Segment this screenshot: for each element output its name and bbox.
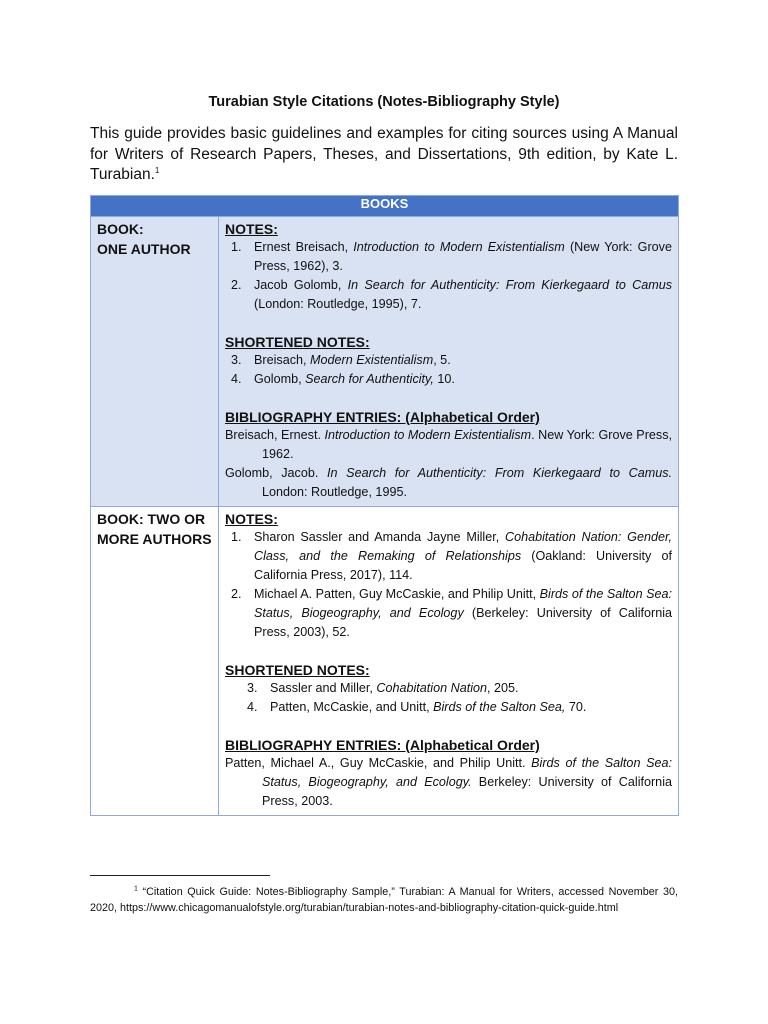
note-publication: (Oakland: University of California Press, 2017), 114. — [254, 549, 672, 582]
footnote — [90, 884, 678, 916]
bib-publication: Berkeley: University of California Press, 2003. — [262, 775, 672, 808]
bib-author: Breisach, Ernest. — [225, 428, 325, 442]
bib-author: Patten, Michael A., Guy McCaskie, and Philip Unitt. — [225, 756, 532, 770]
footnote-reference[interactable]: 1 — [154, 165, 160, 175]
bibliography-entry — [225, 426, 672, 464]
bib-title: In Search for Authenticity: From Kierkegaard to Camus. — [327, 466, 672, 480]
note-publication: , 5. — [433, 353, 451, 367]
bib-title: Birds of the Salton Sea: Status, Biogeography, and Ecology. — [262, 756, 672, 789]
table-header-books: BOOKS — [91, 196, 679, 217]
note-title: Introduction to Modern Existentialism — [353, 240, 565, 254]
note-text: Sharon Sassler and Amanda Jayne Miller, — [254, 530, 505, 544]
notes-heading: NOTES: — [225, 221, 278, 237]
bib-publication: London: Routledge, 1995. — [262, 485, 407, 499]
note-text: Ernest Breisach, — [254, 240, 354, 254]
note-publication: 10. — [433, 372, 455, 386]
notes-heading: NOTES: — [225, 511, 278, 527]
note-text: Golomb, — [254, 372, 306, 386]
notes-list — [225, 528, 672, 642]
note-item — [225, 238, 672, 276]
page-title: Turabian Style Citations (Notes-Bibliography Style) — [208, 94, 560, 110]
note-publication: (New York: Grove Press, 1962), 3. — [254, 240, 672, 273]
note-publication: (London: Routledge, 1995), 7. — [254, 297, 422, 311]
shortened-notes-heading: SHORTENED NOTES: — [225, 662, 370, 678]
note-text: Michael A. Patten, Guy McCaskie, and Philip Unitt, — [254, 587, 540, 601]
note-item — [225, 679, 672, 698]
footnote-separator — [90, 875, 270, 876]
note-publication: , 205. — [487, 681, 519, 695]
note-number: 3. — [247, 681, 258, 695]
note-title: Modern Existentialism — [310, 353, 434, 367]
bib-title: Introduction to Modern Existentialism — [324, 428, 532, 442]
note-item — [225, 351, 672, 370]
bib-publication: . New York: Grove Press, 1962. — [262, 428, 672, 461]
note-number: 2. — [231, 278, 242, 292]
shortened-notes-heading: SHORTENED NOTES: — [225, 334, 370, 350]
row-label-line: BOOK: — [97, 221, 144, 237]
note-publication: 70. — [565, 700, 587, 714]
note-number: 1. — [231, 530, 242, 544]
note-number: 1. — [231, 240, 242, 254]
row-label — [91, 217, 219, 507]
notes-list — [225, 238, 672, 314]
table-row-two-or-more-authors — [91, 507, 679, 816]
row-label-line: ONE AUTHOR — [97, 240, 191, 257]
table-row-one-author — [91, 217, 679, 507]
note-number: 4. — [231, 372, 242, 386]
note-title: Birds of the Salton Sea: Status, Biogeography, and Ecology — [254, 587, 672, 620]
note-item — [225, 528, 672, 585]
note-number: 3. — [231, 353, 242, 367]
note-title: Cohabitation Nation: Gender, Class, and the Remaking of Relationships — [254, 530, 672, 563]
row-label-line: BOOK: TWO OR MORE AUTHORS — [97, 511, 212, 547]
shortened-notes-list — [225, 679, 672, 717]
note-number: 4. — [247, 700, 258, 714]
row-label — [91, 507, 219, 816]
note-title: Cohabitation Nation — [376, 681, 488, 695]
bibliography-entry — [225, 464, 672, 502]
row-content — [219, 507, 679, 816]
note-number: 2. — [231, 587, 242, 601]
footnote-text: “Citation Quick Guide: Notes-Bibliography Sample,” Turabian: A Manual for Writers, accessed November 30, 2020, https://www.chicagomanualofstyle.org/turabian/turabian-notes-and-bibliography-citation-quick-guide.html — [90, 886, 678, 914]
note-title: In Search for Authenticity: From Kierkegaard to Camus — [347, 278, 672, 292]
intro-paragraph — [90, 124, 678, 186]
note-text: Patten, McCaskie, and Unitt, — [270, 700, 434, 714]
bibliography-heading: BIBLIOGRAPHY ENTRIES: (Alphabetical Order) — [225, 409, 540, 425]
bib-author: Golomb, Jacob. — [225, 466, 328, 480]
note-text: Sassler and Miller, — [270, 681, 377, 695]
row-content — [219, 217, 679, 507]
note-title: Search for Authenticity, — [305, 372, 434, 386]
note-publication: (Berkeley: University of California Press, 2003), 52. — [254, 606, 672, 639]
note-item — [225, 276, 672, 314]
shortened-notes-list — [225, 351, 672, 389]
citation-table — [90, 195, 679, 816]
note-text: Breisach, — [254, 353, 310, 367]
footnote-mark: 1 — [134, 885, 138, 893]
bibliography-entry — [225, 754, 672, 811]
note-item — [225, 370, 672, 389]
note-item — [225, 698, 672, 717]
bibliography-heading: BIBLIOGRAPHY ENTRIES: (Alphabetical Order) — [225, 737, 540, 753]
note-item — [225, 585, 672, 642]
note-text: Jacob Golomb, — [254, 278, 348, 292]
note-title: Birds of the Salton Sea, — [433, 700, 566, 714]
intro-text: This guide provides basic guidelines and examples for citing sources using A Manual for Writers of Research Papers, Theses, and Dissertations, 9th edition, by Kate L. Turabian. — [90, 125, 678, 183]
